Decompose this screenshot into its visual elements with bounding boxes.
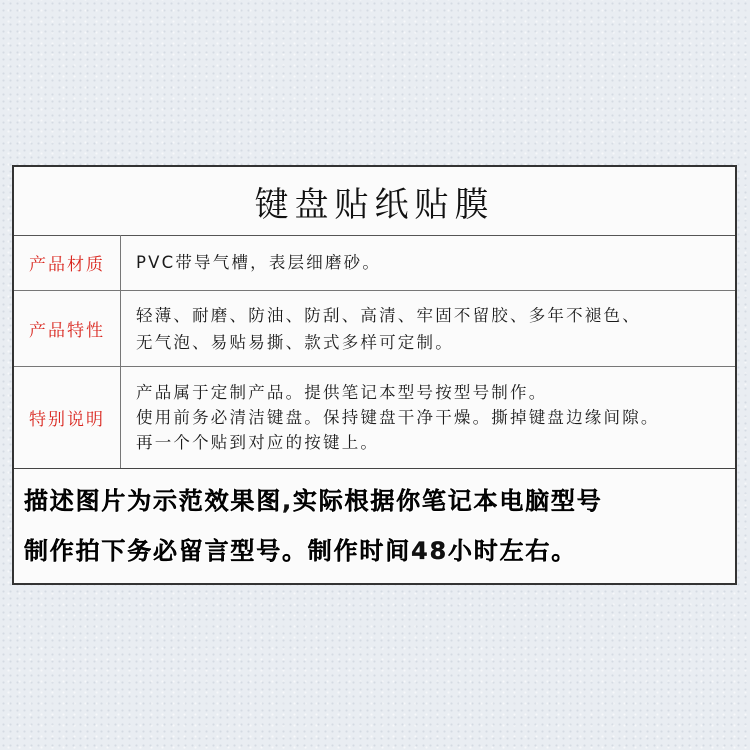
spec-line: 产品属于定制产品。提供笔记本型号按型号制作。 bbox=[136, 383, 548, 402]
product-info-card bbox=[12, 165, 737, 585]
spec-line: PVC带导气槽，表层细磨砂。 bbox=[136, 253, 382, 272]
spec-row-material bbox=[14, 235, 735, 291]
spec-value-features bbox=[136, 291, 729, 366]
spec-line: 轻薄、耐磨、防油、防刮、高清、牢固不留胶、多年不褪色、 bbox=[136, 305, 641, 325]
spec-value-material bbox=[136, 235, 729, 290]
spec-line: 再一个个贴到对应的按键上。 bbox=[136, 433, 380, 452]
spec-label-special-notes: 特别说明 bbox=[14, 367, 121, 468]
title-row bbox=[14, 167, 735, 236]
page-title: 键盘贴纸贴膜 bbox=[254, 184, 495, 225]
spec-label-features: 产品特性 bbox=[14, 291, 121, 366]
spec-label-material: 产品材质 bbox=[14, 235, 121, 290]
spec-row-special-notes bbox=[14, 367, 735, 469]
notice-block bbox=[14, 469, 735, 583]
spec-line: 无气泡、易贴易撕、款式多样可定制。 bbox=[136, 332, 454, 352]
notice-line: 制作拍下务必留言型号。制作时间48小时左右。 bbox=[24, 537, 577, 565]
notice-line: 描述图片为示范效果图,实际根据你笔记本电脑型号 bbox=[24, 487, 603, 515]
spec-value-special-notes bbox=[136, 367, 729, 468]
spec-row-features bbox=[14, 291, 735, 367]
spec-line: 使用前务必清洁键盘。保持键盘干净干燥。撕掉键盘边缘间隙。 bbox=[136, 408, 660, 427]
